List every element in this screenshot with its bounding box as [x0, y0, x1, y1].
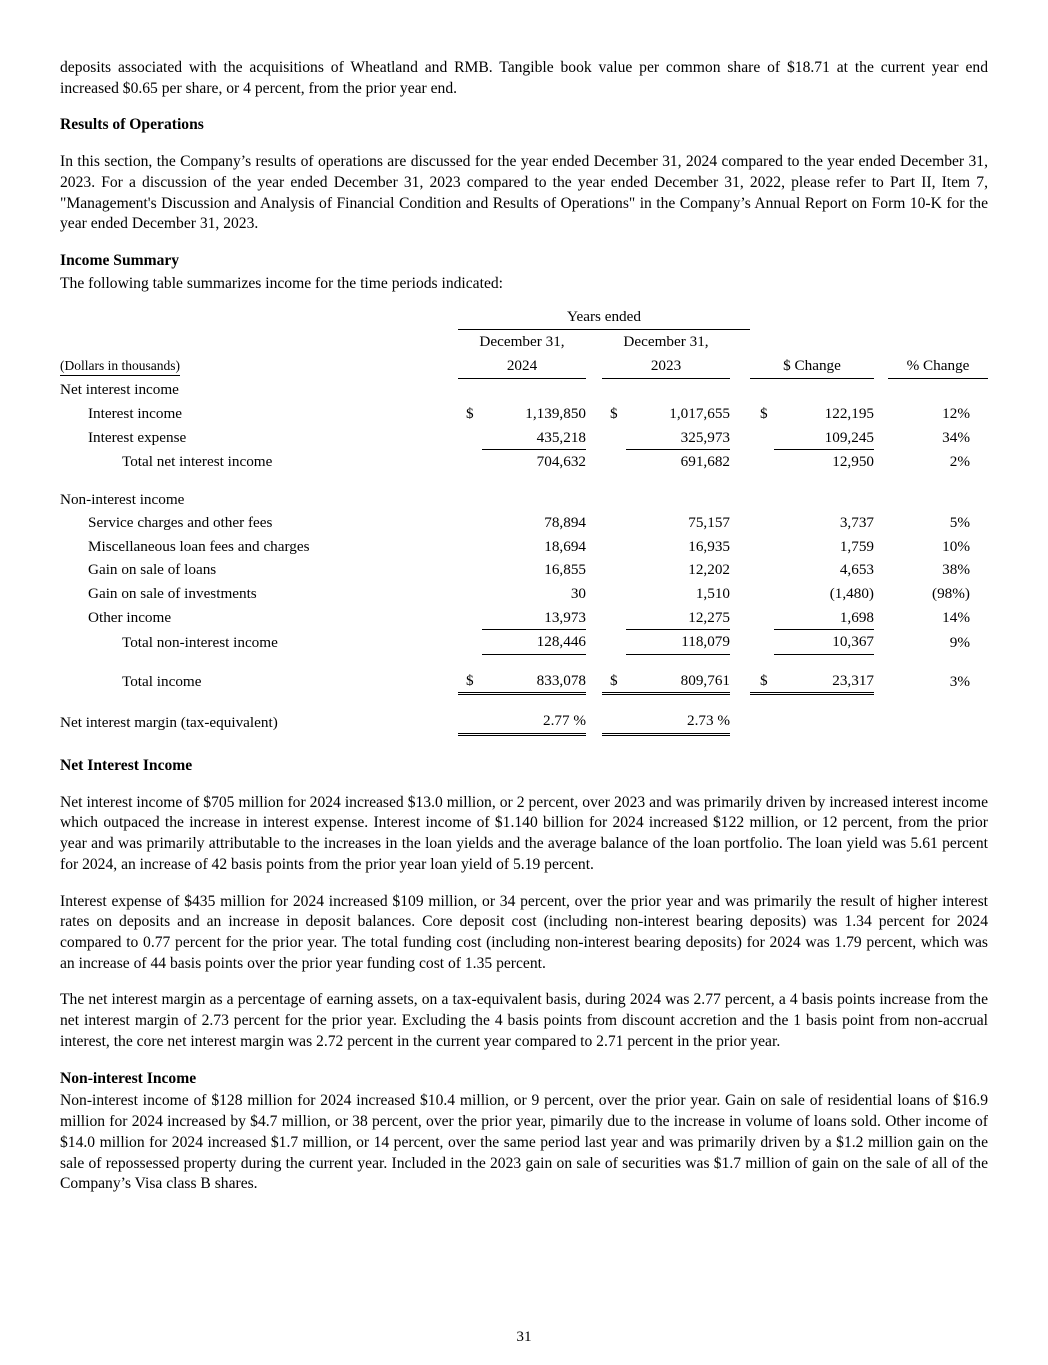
row-value-change: (1,480)	[829, 584, 874, 602]
row-label: Miscellaneous loan fees and charges	[88, 537, 310, 555]
table-row	[60, 426, 988, 450]
row-currency-symbol-3	[750, 450, 774, 474]
row-value-change: 1,698	[774, 606, 874, 630]
income-summary-lead: The following table summarizes income for the time periods indicated:	[60, 274, 503, 292]
row-currency-symbol-3	[750, 426, 774, 450]
margin-value-2023: 2.73 %	[626, 709, 730, 734]
row-label: Interest income	[88, 404, 183, 422]
row-currency-symbol-2	[602, 630, 626, 655]
row-currency-symbol-3	[750, 582, 774, 606]
row-value-2024: 18,694	[544, 537, 586, 555]
total-value-2024: 833,078	[482, 669, 586, 694]
row-currency-symbol-3	[750, 630, 774, 655]
row-value-2023: 118,079	[626, 630, 730, 655]
row-value-pct: 38%	[942, 561, 970, 579]
row-value-2023: 1,017,655	[669, 404, 730, 422]
row-value-2024: 78,894	[544, 514, 586, 532]
row-label: Total net interest income	[122, 453, 273, 471]
table-row	[60, 450, 988, 474]
col-2023-line1: December 31,	[623, 333, 709, 351]
table-section-title-row	[60, 378, 988, 402]
table-row	[60, 558, 988, 582]
table-row	[60, 402, 988, 426]
table-section-title-row	[60, 488, 988, 512]
section-title-net-interest-income: Net interest income	[60, 381, 179, 399]
total-currency-symbol-3: $	[750, 669, 774, 694]
row-currency-symbol-2	[602, 426, 626, 450]
row-value-2023: 75,157	[688, 514, 730, 532]
col-change-line1	[750, 330, 874, 354]
table-spacer	[60, 654, 988, 669]
row-value-change: 109,245	[774, 426, 874, 450]
net-interest-income-heading: Net Interest Income	[60, 756, 193, 774]
row-value-pct: 34%	[942, 429, 970, 446]
table-margin-row	[60, 709, 988, 734]
row-currency-symbol-3	[750, 558, 774, 582]
row-currency-symbol	[458, 426, 482, 450]
row-currency-symbol	[458, 558, 482, 582]
row-label: Total non-interest income	[122, 633, 278, 651]
section-title-non-interest-income: Non-interest income	[60, 490, 185, 508]
row-currency-symbol-2: $	[610, 404, 618, 422]
col-change-line2: $ Change	[750, 354, 874, 379]
col-pct-line1	[888, 330, 988, 354]
income-summary-heading: Income Summary	[60, 252, 180, 270]
row-currency-symbol	[458, 450, 482, 474]
row-label: Interest expense	[88, 429, 187, 446]
table-header-row-1	[60, 330, 988, 354]
net-interest-income-paragraph-3: The net interest margin as a percentage of earning assets, on a tax-equivalent basis, during 2024 was 2.77 percent, a 4 basis points increase from the net interest margin of 2.73 percent for the prior year. Excluding the 4 basis points from discount accretion and the 1 basis point from non-accrual interest, the core net interest margin was 2.72 percent in the current year compared to 2.71 percent in the prior year.	[60, 991, 988, 1050]
total-currency-symbol: $	[458, 669, 482, 694]
total-row-label: Total income	[122, 673, 202, 691]
row-value-2024: 1,139,850	[525, 404, 586, 422]
net-interest-income-paragraph-2: Interest expense of $435 million for 2024 increased $109 million, or 34 percent, over the prior year and was primarily the result of higher interest rates on deposits and an increase in deposit balances. Core deposit cost (including non-interest bearing deposits) was 1.34 percent for 2024 compared to 0.77 percent for the prior year. The total funding cost (including non-interest bearing deposits) for 2024 was 1.79 percent, which was an increase of 44 basis points over the prior year funding cost of 1.35 percent.	[60, 892, 988, 972]
row-currency-symbol-2	[602, 606, 626, 630]
row-currency-symbol	[458, 511, 482, 535]
row-value-pct: 14%	[942, 609, 970, 627]
row-currency-symbol: $	[466, 404, 474, 422]
row-value-pct: 2%	[949, 453, 970, 471]
income-summary-table	[60, 305, 988, 736]
row-currency-symbol	[458, 630, 482, 655]
table-row	[60, 535, 988, 559]
row-currency-symbol-3	[750, 606, 774, 630]
row-value-pct: 10%	[942, 537, 970, 555]
table-total-row	[60, 669, 988, 694]
row-currency-symbol	[458, 582, 482, 606]
row-currency-symbol-3: $	[760, 404, 768, 422]
row-currency-symbol-3	[750, 535, 774, 559]
total-value-pct: 3%	[949, 673, 970, 691]
row-currency-symbol	[458, 606, 482, 630]
row-value-2023: 12,275	[626, 606, 730, 630]
total-value-2023: 809,761	[626, 669, 730, 694]
row-currency-symbol-2	[602, 511, 626, 535]
row-value-change: 12,950	[832, 453, 874, 471]
row-label: Service charges and other fees	[88, 514, 273, 532]
margin-row-label: Net interest margin (tax-equivalent)	[60, 713, 278, 731]
col-pct-line2: % Change	[888, 354, 988, 379]
row-currency-symbol-2	[602, 450, 626, 474]
row-value-2023: 16,935	[688, 537, 730, 555]
results-of-operations-heading: Results of Operations	[60, 116, 204, 134]
non-interest-income-heading: Non-interest Income	[60, 1069, 197, 1087]
row-value-change: 122,195	[824, 404, 874, 422]
total-value-change: 23,317	[774, 669, 874, 694]
row-value-pct: (98%)	[932, 584, 970, 602]
total-currency-symbol-2: $	[602, 669, 626, 694]
row-value-2024: 128,446	[482, 630, 586, 655]
row-value-pct: 9%	[949, 633, 970, 651]
row-value-2023: 691,682	[680, 453, 730, 471]
row-label: Other income	[88, 609, 172, 627]
row-value-2024: 704,632	[536, 453, 586, 471]
row-value-2024: 435,218	[482, 426, 586, 450]
net-interest-income-paragraph-1: Net interest income of $705 million for 2024 increased $13.0 million, or 2 percent, over 2023 and was primarily driven by increased interest income which outpaced the increase in interest expense. Interest income of $1.140 billion for 2024 increased $122 million, or 12 percent, from the prior year and was primarily attributable to the increases in the loan yields and the average balance of the loan portfolio. The loan yield was 5.61 percent for 2024, an increase of 42 basis points from the prior year loan yield of 5.19 percent.	[60, 793, 988, 873]
col-2024-line2: 2024	[458, 354, 586, 379]
table-row	[60, 582, 988, 606]
row-value-2023: 325,973	[626, 426, 730, 450]
margin-value-2024: 2.77 %	[482, 709, 586, 734]
results-of-operations-paragraph: In this section, the Company’s results of operations are discussed for the year ended December 31, 2024 compared to the year ended December 31, 2023. For a discussion of the year ended December 31, 2023 compared to the year ended December 31, 2022, please refer to Part II, Item 7, "Management's Discussion and Analysis of Financial Condition and Results of Operations" in the Company’s Annual Report on Form 10-K for the year ended December 31, 2023.	[60, 153, 988, 233]
row-currency-symbol-2	[602, 582, 626, 606]
table-row	[60, 630, 988, 655]
row-value-change: 10,367	[774, 630, 874, 655]
row-value-pct: 5%	[949, 514, 970, 532]
dollars-in-thousands-note: (Dollars in thousands)	[60, 356, 180, 376]
col-2023-line2: 2023	[602, 354, 730, 379]
row-value-2023: 1,510	[695, 584, 730, 602]
table-row	[60, 606, 988, 630]
row-label: Gain on sale of investments	[88, 584, 257, 602]
row-currency-symbol-2	[602, 535, 626, 559]
intro-paragraph: deposits associated with the acquisitions of Wheatland and RMB. Tangible book value per common share of $18.71 at the current year end increased $0.65 per share, or 4 percent, from the prior year end.	[60, 59, 988, 97]
table-group-header-row	[60, 305, 988, 330]
row-value-2024: 13,973	[482, 606, 586, 630]
table-spacer	[60, 694, 988, 710]
row-value-change: 3,737	[839, 514, 874, 532]
row-label: Gain on sale of loans	[88, 561, 217, 579]
table-row	[60, 511, 988, 535]
non-interest-income-paragraph: Non-interest income of $128 million for 2024 increased $10.4 million, or 9 percent, over the prior year. Gain on sale of residential loans of $16.9 million for 2024 increased by $4.7 million, or 38 percent, over the prior year, pimarily due to the increase in volume of loans sold. Other income of $14.0 million for 2024 increased $1.7 million, or 14 percent, over the same period last year and was primarily driven by a $1.2 million gain on the sale of repossessed property during the current year. Included in the 2023 gain on sale of securities was $1.7 million of gain on the sale of all of the Company’s Visa class B shares.	[60, 1092, 988, 1193]
col-2024-line1: December 31,	[479, 333, 565, 351]
row-value-2024: 16,855	[544, 561, 586, 579]
years-ended-label: Years ended	[458, 305, 750, 330]
table-header-row-2	[60, 354, 988, 379]
page-number: 31	[516, 1327, 532, 1345]
row-currency-symbol-3	[750, 511, 774, 535]
row-value-2023: 12,202	[688, 561, 730, 579]
row-value-pct: 12%	[942, 404, 970, 422]
row-currency-symbol-2	[602, 558, 626, 582]
row-value-change: 1,759	[839, 537, 874, 555]
row-value-2024: 30	[570, 584, 586, 602]
row-currency-symbol	[458, 535, 482, 559]
table-spacer	[60, 474, 988, 488]
row-value-change: 4,653	[839, 561, 874, 579]
